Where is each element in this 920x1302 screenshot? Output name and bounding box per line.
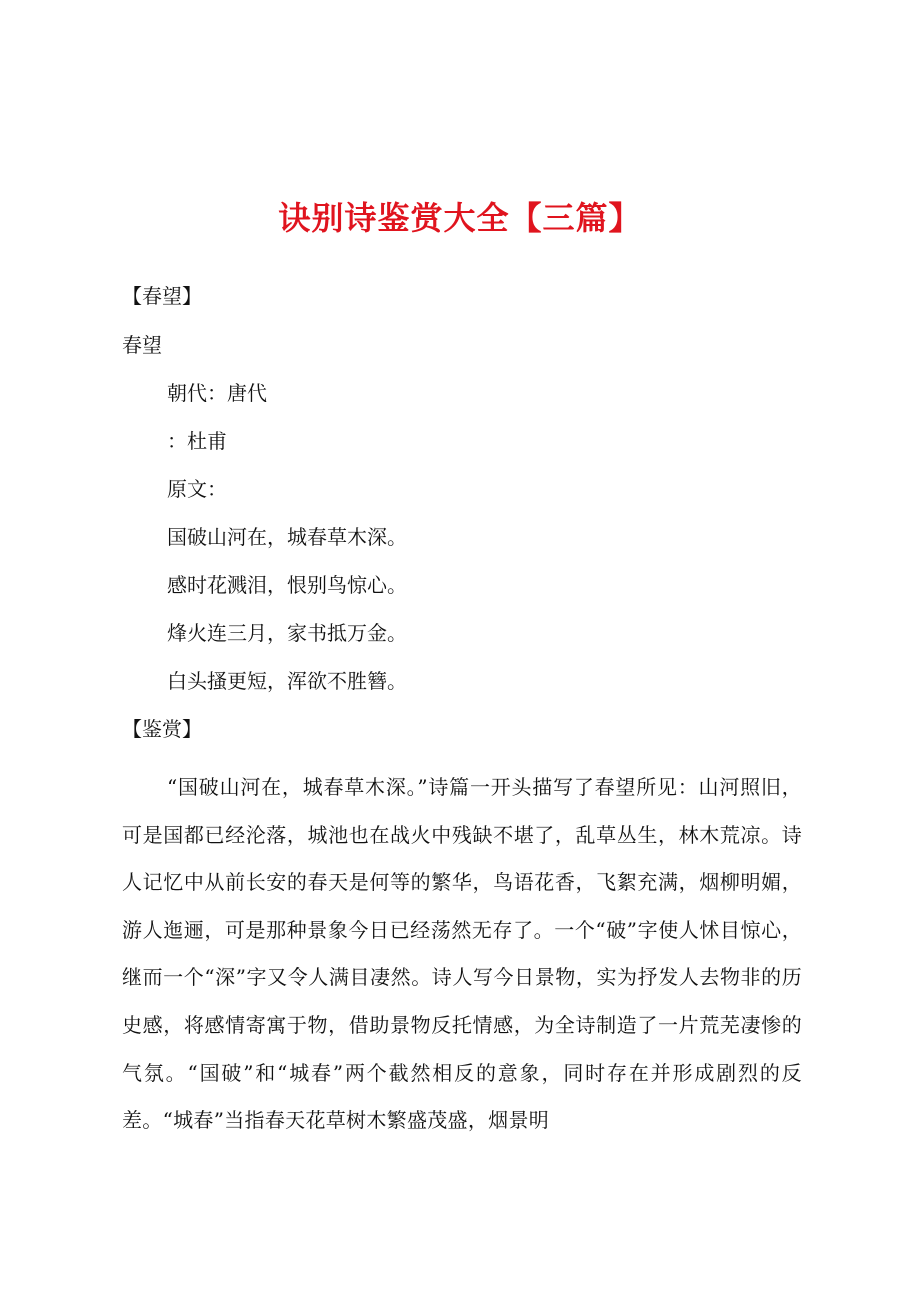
poem-title: 春望 [122,333,162,357]
author-line: ：杜甫 [167,429,227,453]
original-label: 原文： [167,477,227,501]
section-heading: 【春望】 [122,284,202,308]
poem-line: 烽火连三月，家书抵万金。 [167,621,407,645]
poem-line: 感时花溅泪，恨别鸟惊心。 [167,573,407,597]
poem-line: 白头搔更短，浑欲不胜簪。 [167,669,407,693]
appreciation-paragraph: “国破山河在，城春草木深。”诗篇一开头描写了春望所见：山河照旧，可是国都已经沦落，城池也在战火中残缺不堪了，乱草丛生，林木荒凉。诗人记忆中从前长安的春天是何等的繁华，鸟语花香，飞絮充满，烟柳明媚，游人迤逦，可是那种景象今日已经荡然无存了。一个“破”字使人怵目惊心，继而一个“深”字又令人满目凄然。诗人写今日景物，实为抒发人去物非的历史感，将感情寄寓于物，借助景物反托情感，为全诗制造了一片荒芜凄惨的气氛。“国破”和“城春”两个截然相反的意象，同时存在并形成剧烈的反差。“城春”当指春天花草树木繁盛茂盛，烟景明 [122,775,802,1133]
dynasty-line: 朝代：唐代 [167,381,267,405]
document-title: 诀别诗鉴赏大全【三篇】 [278,199,642,237]
appreciation-heading: 【鉴赏】 [122,717,202,741]
poem-line: 国破山河在，城春草木深。 [167,525,407,549]
